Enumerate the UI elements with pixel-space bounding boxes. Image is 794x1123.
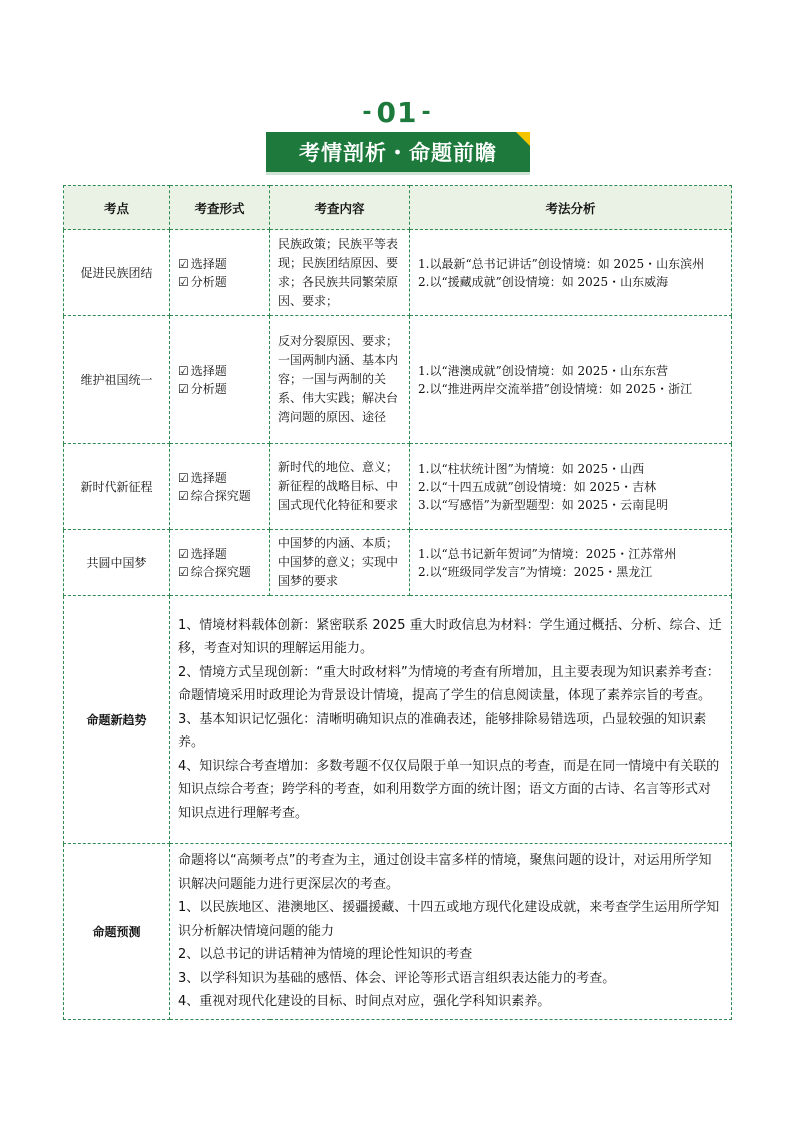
forecast-row	[64, 844, 732, 1020]
dash-right: -	[421, 100, 432, 125]
table-row	[64, 230, 732, 316]
header-point: 考点	[64, 186, 170, 230]
checkbox-icon: ☑	[178, 363, 189, 378]
row-analysis: 1.以“总书记新年贺词”为情境：2025・江苏常州 2.以“班级同学发言”为情境：2025・黑龙江	[410, 530, 732, 596]
row-analysis: 1.以最新“总书记讲话”创设情境：如 2025・山东滨州 2.以“援藏成就”创设情境：如 2025・山东威海	[410, 230, 732, 316]
checkbox-icon: ☑	[178, 470, 189, 485]
table-header-row	[64, 186, 732, 230]
checkbox-icon: ☑	[178, 256, 189, 271]
exam-analysis-table	[63, 185, 732, 1020]
checkbox-icon: ☑	[178, 488, 189, 503]
trends-text: 1、情境材料载体创新：紧密联系 2025 重大时政信息为材料：学生通过概括、分析、综合、迁移，考查对知识的理解运用能力。 2、情境方式呈现创新：“重大时政材料”为情境的考查有所增加，且主要表现为知识素养考查：命题情境采用时政理论为背景设计情境，提高了学生的信息阅读量，体现了素养宗旨的考查。 3、基本知识记忆强化：清晰明确知识点的准确表述，能够排除易错选项，凸显较强的知识素养。 4、知识综合考查增加：多数考题不仅仅局限于单一知识点的考查，而是在同一情境中有关联的知识点综合考查；跨学科的考查，如利用数学方面的统计图；语文方面的古诗、名言等形式对知识点进行理解考查。	[170, 596, 732, 844]
row-point: 共圆中国梦	[64, 530, 170, 596]
row-forms: ☑ 选择题 ☑ 综合探究题	[170, 444, 270, 530]
row-content: 反对分裂原因、要求；一国两制内涵、基本内容；一国与两制的关系、伟大实践；解决台湾问题的原因、途径	[270, 316, 410, 444]
banner-corner-decoration	[516, 132, 530, 146]
dash-left: -	[362, 100, 373, 125]
row-content: 中国梦的内涵、本质；中国梦的意义；实现中国梦的要求	[270, 530, 410, 596]
checkbox-icon: ☑	[178, 564, 189, 579]
row-analysis: 1.以“柱状统计图”为情境：如 2025・山西 2.以“十四五成就”创设情境：如 2025・吉林 3.以“写感悟”为新型题型：如 2025・云南昆明	[410, 444, 732, 530]
row-forms: ☑ 选择题 ☑ 综合探究题	[170, 530, 270, 596]
checkbox-icon: ☑	[178, 546, 189, 561]
checkbox-icon: ☑	[178, 274, 189, 289]
trends-row	[64, 596, 732, 844]
row-forms: ☑ 选择题 ☑ 分析题	[170, 316, 270, 444]
forecast-label: 命题预测	[64, 844, 170, 1020]
table-row	[64, 444, 732, 530]
forecast-text: 命题将以“高频考点”的考查为主，通过创设丰富多样的情境，聚焦问题的设计，对运用所学知识解决问题能力进行更深层次的考查。 1、以民族地区、港澳地区、援疆援藏、十四五或地方现代化建设成就，来考查学生运用所学知识分析解决情境问题的能力 2、以总书记的讲话精神为情境的理论性知识的考查 3、以学科知识为基础的感悟、体会、评论等形式语言组织表达能力的考查。 4、重视对现代化建设的目标、时间点对应，强化学科知识素养。	[170, 844, 732, 1020]
banner-shadow	[266, 172, 530, 175]
row-content: 民族政策；民族平等表现；民族团结原因、要求；各民族共同繁荣原因、要求；	[270, 230, 410, 316]
header-content: 考查内容	[270, 186, 410, 230]
row-analysis: 1.以“港澳成就”创设情境：如 2025・山东东营 2.以“推进两岸交流举措”创设情境：如 2025・浙江	[410, 316, 732, 444]
table-row	[64, 530, 732, 596]
trends-label: 命题新趋势	[64, 596, 170, 844]
banner-title: 考情剖析・命题前瞻	[299, 141, 497, 165]
section-banner	[266, 132, 530, 172]
section-number-text: 01	[376, 96, 418, 129]
row-content: 新时代的地位、意义；新征程的战略目标、中国式现代化特征和要求	[270, 444, 410, 530]
header-analysis: 考法分析	[410, 186, 732, 230]
table-row	[64, 316, 732, 444]
row-point: 新时代新征程	[64, 444, 170, 530]
header-form: 考查形式	[170, 186, 270, 230]
row-point: 维护祖国统一	[64, 316, 170, 444]
row-forms: ☑ 选择题 ☑ 分析题	[170, 230, 270, 316]
section-number	[0, 96, 794, 129]
row-point: 促进民族团结	[64, 230, 170, 316]
checkbox-icon: ☑	[178, 381, 189, 396]
